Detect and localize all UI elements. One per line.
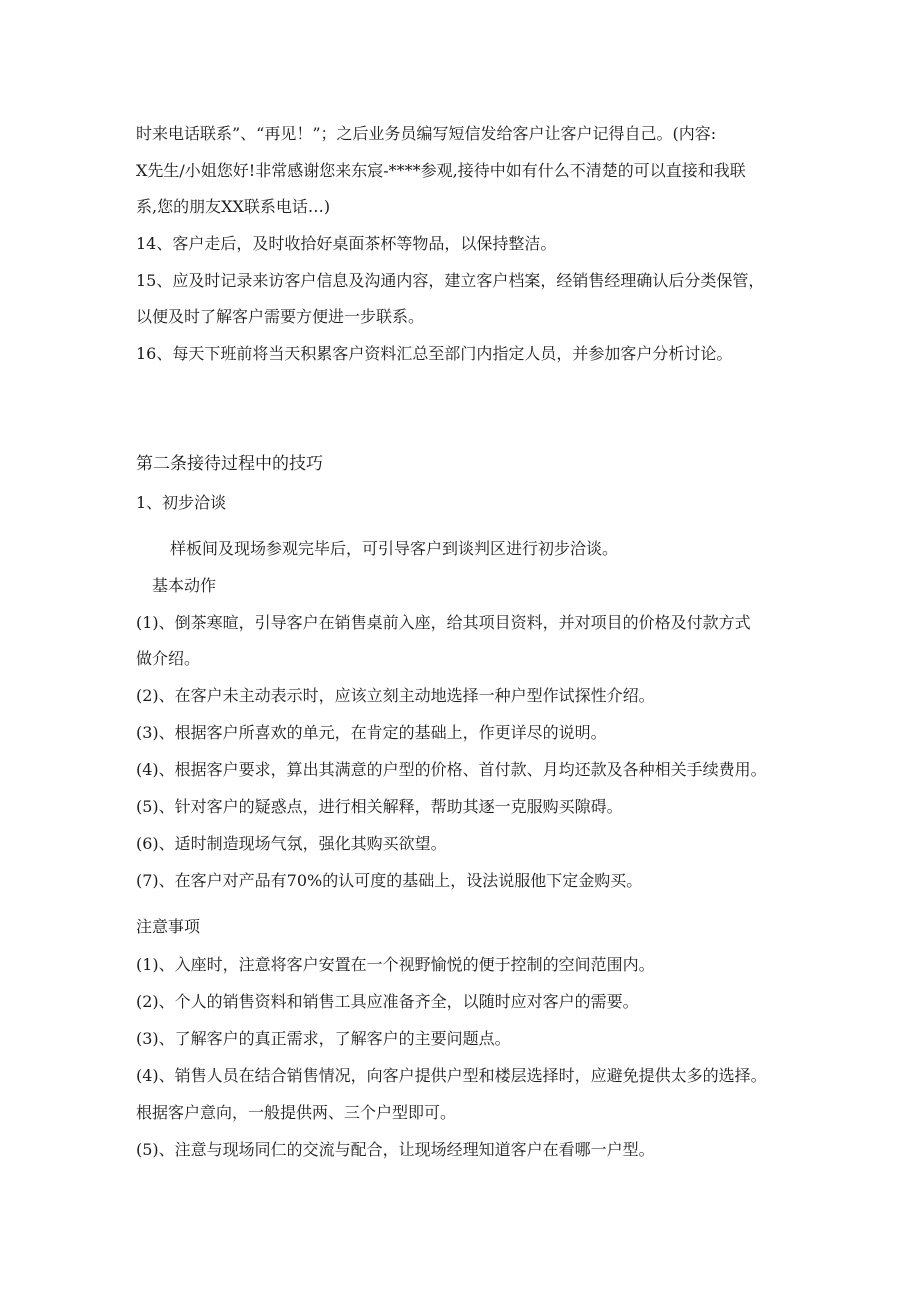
subsection-title: 1、初步洽谈	[136, 493, 227, 512]
note-2: (2)、个人的销售资料和销售工具应准备齐全，以随时应对客户的需要。	[136, 992, 639, 1011]
basic-action-2: (2)、在客户未主动表示时，应该立刻主动地选择一种户型作试探性介绍。	[136, 686, 655, 705]
continuation-line-1: 时来电话联系”、“再见！”；之后业务员编写短信发给客户让客户记得自己。(内容:	[136, 124, 717, 143]
list-item-14: 14、客户走后，及时收拾好桌面茶杯等物品，以保持整洁。	[136, 234, 557, 253]
basic-actions-title: 基本动作	[152, 576, 217, 595]
basic-action-7: (7)、在客户对产品有70%的认可度的基础上，设法说服他下定金购买。	[136, 871, 643, 890]
basic-action-3: (3)、根据客户所喜欢的单元，在肯定的基础上，作更详尽的说明。	[136, 723, 607, 742]
continuation-line-3: 系,您的朋友XX联系电话…)	[136, 197, 331, 216]
basic-action-1-line-1: (1)、倒茶寒暄，引导客户在销售桌前入座，给其项目资料，并对项目的价格及付款方式	[136, 613, 751, 632]
note-3: (3)、了解客户的真正需求，了解客户的主要问题点。	[136, 1029, 511, 1048]
list-item-15-line-2: 以便及时了解客户需要方便进一步联系。	[136, 307, 425, 326]
basic-action-5: (5)、针对客户的疑惑点，进行相关解释，帮助其逐一克服购买隙碍。	[136, 797, 623, 816]
note-1: (1)、入座时，注意将客户安置在一个视野愉悦的便于控制的空间范围内。	[136, 955, 655, 974]
note-4-line-2: 根据客户意向，一般提供两、三个户型即可。	[136, 1103, 457, 1122]
notes-title: 注意事项	[136, 917, 201, 936]
intro-paragraph: 样板间及现场参观完毕后，可引导客户到谈判区进行初步洽谈。	[170, 539, 619, 558]
list-item-16: 16、每天下班前将当天积累客户资料汇总至部门内指定人员，并参加客户分析讨论。	[136, 344, 733, 363]
section-title: 第二条接待过程中的技巧	[136, 454, 323, 474]
basic-action-1-line-2: 做介绍。	[136, 649, 201, 668]
basic-action-4: (4)、根据客户要求，算出其满意的户型的价格、首付款、月均还款及各种相关手续费用。	[136, 760, 767, 779]
basic-action-6: (6)、适时制造现场气氛，强化其购买欲望。	[136, 834, 447, 853]
note-5: (5)、注意与现场同仁的交流与配合，让现场经理知道客户在看哪一户型。	[136, 1140, 655, 1159]
note-4-line-1: (4)、销售人员在结合销售情况，向客户提供户型和楼层选择时，应避免提供太多的选择。	[136, 1066, 767, 1085]
continuation-line-2: X先生/小姐您好!非常感谢您来东宸-****参观,接待中如有什么不清楚的可以直接和我联	[136, 161, 746, 180]
list-item-15-line-1: 15、应及时记录来访客户信息及沟通内容，建立客户档案，经销售经理确认后分类保管，	[136, 271, 765, 290]
